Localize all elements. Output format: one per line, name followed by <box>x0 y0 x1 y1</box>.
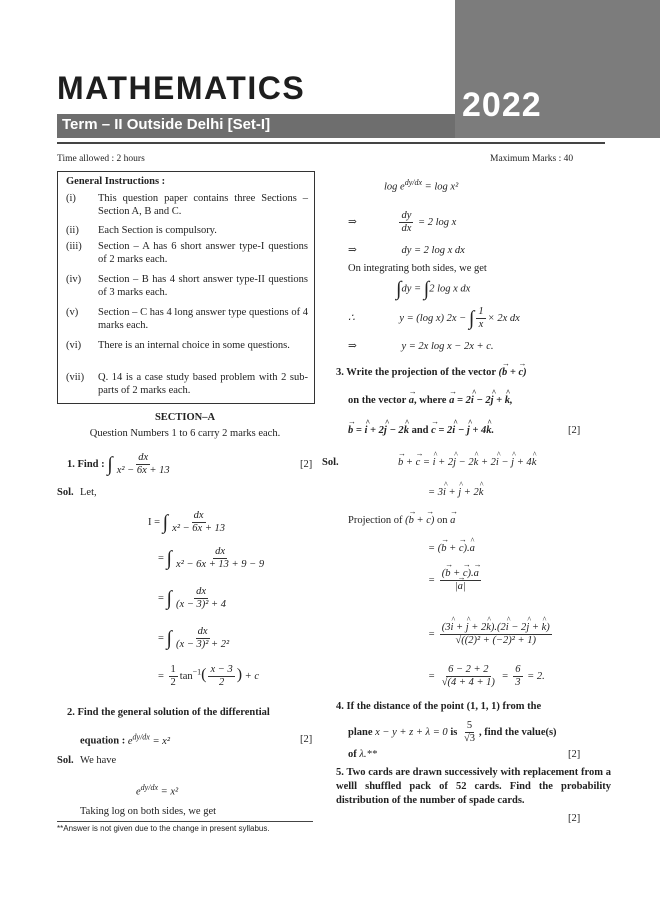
header-rule <box>57 142 605 144</box>
q1-step-5: = $\frac{1}{2}$ $\tan^{-1}$( $\frac{x - 3}{2}$ ) + c <box>158 664 260 688</box>
question-2: 2. Find the general solution of the differential <box>67 707 270 718</box>
q3-step-3: = (→ b + → c).^ a <box>428 542 475 556</box>
q1-sol-label: Sol. <box>57 487 74 498</box>
question-4: 4. If the distance of the point (1, 1, 1) from the <box>336 701 542 712</box>
q4-marks: [2] <box>568 749 581 760</box>
q1-step-2: = ∫ $\frac{dx}{\text{x² − 6x + 13 + 9 − 9}}$ <box>158 546 265 570</box>
paper-title: Term – II Outside Delhi [Set-I] <box>62 116 271 133</box>
q3-marks: [2] <box>568 425 581 436</box>
question-4-line3: of λ.** <box>348 749 378 760</box>
year: 2022 <box>462 86 542 124</box>
question-3-line2: on the vector → a, where → a = 2^ i − 2^ j + ^ k, <box>348 394 513 408</box>
q3-sol-label: Sol. <box>322 457 339 468</box>
q2-sol-label: Sol. <box>57 755 74 766</box>
q2-step-7: ⇒ y = 2x log x − 2x + c. <box>348 341 494 352</box>
q2-step-6: ∴ y = (log x) 2x − ∫ $\frac{1}{x}$ × 2x dx <box>348 306 520 330</box>
q2-step-5: ∫dy = ∫2 log x dx <box>396 278 471 300</box>
q1-sol-intro: Let, <box>80 487 97 498</box>
time-allowed: Time allowed : 2 hours <box>57 154 145 164</box>
q2-step-3: ⇒ $\frac{dy}{dx}$ = 2 log x <box>348 210 457 234</box>
q3-step-1: → b + → c = ^ i + 2^ j − 2^ k + 2^ i − ^ j + 4^ k <box>398 456 536 470</box>
q2-integrating: On integrating both sides, we get <box>348 263 487 274</box>
q1-step-3: = ∫ $\frac{dx}{\text{(x − 3)² + 4}}$ <box>158 586 227 610</box>
q3-step-4: = $\frac{(\to b + \to c).\to a}{|\to a|}$ <box>428 568 483 593</box>
question-2-equation: equation : $e^{dy/dx} = x^2$ <box>80 732 170 747</box>
subject-title: MATHEMATICS <box>57 70 306 106</box>
q3-step-6: = $\frac{6 - 2 + 2}{√(4 + 4 + 1)}$ = $\frac{6}{3}$ = 2. <box>428 664 545 688</box>
question-4-line2: plane x − y + z + λ = 0 is $\frac{5}{√3}$ , find the value(s) <box>348 720 557 744</box>
question-1: 1. Find : ∫ $\frac{dx}{\text{x² − 6x + 13}}$ <box>67 452 170 476</box>
q2-taking-log: Taking log on both sides, we get <box>80 806 217 817</box>
maximum-marks: Maximum Marks : 40 <box>490 154 574 164</box>
q3-step-2: = 3^ i + ^ j + 2^ k <box>428 486 483 500</box>
q3-projection: Projection of (→ b + → c) on → a <box>348 514 455 528</box>
q1-step-1: I = ∫ $\frac{dx}{\text{x² − 6x + 13}}$ <box>148 510 226 534</box>
footnote: **Answer is not given due to the change in present syllabus. <box>57 824 270 833</box>
q2-step-1: $e^{dy/dx} = x^2$ <box>136 783 179 798</box>
q1-step-4: = ∫ $\frac{dx}{\text{(x − 3)² + 2²}}$ <box>158 626 230 650</box>
section-a-subheading: Question Numbers 1 to 6 carry 2 marks each. <box>89 428 281 439</box>
question-3: 3. Write the projection of the vector (→ b + → c) <box>336 366 527 380</box>
instructions-title: General Instructions : <box>66 176 166 187</box>
q2-marks: [2] <box>300 734 313 745</box>
instructions-box: General Instructions : (i) This question paper contains three Sections – Section A, B and C. (ii) Each Section is compulsory. (iii) Section – A has 6 short answer type-I questions of 2 marks each. (iv) Section – B has 4 short answer type-II questions of 3 marks each. (v) Section – C has 4 long answer type questions of 4 marks each. (vi) There is an internal choice in some questions. (vii) Q. 14 is a case study based problem with 2 sub-parts of 2 marks each. <box>57 171 315 404</box>
q1-marks: [2] <box>300 459 313 470</box>
q2-step-4: ⇒ dy = 2 log x dx <box>348 245 465 256</box>
q2-step-2: $\log e^{dy/dx} = \log x^2$ <box>384 178 459 193</box>
q2-sol-intro: We have <box>80 755 117 766</box>
footnote-rule <box>57 821 313 822</box>
q3-step-5: = $\frac{(3\^{} i + \^{} j + 2\^{} k).(2\^{} i - 2\^{} j + \^{} k)}{\text{√((2)² + (−2)² + 1)}}$ <box>428 622 554 647</box>
question-5: 5. Two cards are drawn successively with replacement from a welll shuffled pack of 52 cards. Find the probability distribution of the number of spade cards. <box>336 767 611 806</box>
column-divider <box>318 168 319 818</box>
question-3-line3: → b = ^ i + 2^ j − 2^ k and → c = 2^ i − ^ j + 4^ k. <box>348 424 494 438</box>
q5-marks: [2] <box>568 813 581 824</box>
section-a-heading: SECTION–A <box>154 412 216 423</box>
